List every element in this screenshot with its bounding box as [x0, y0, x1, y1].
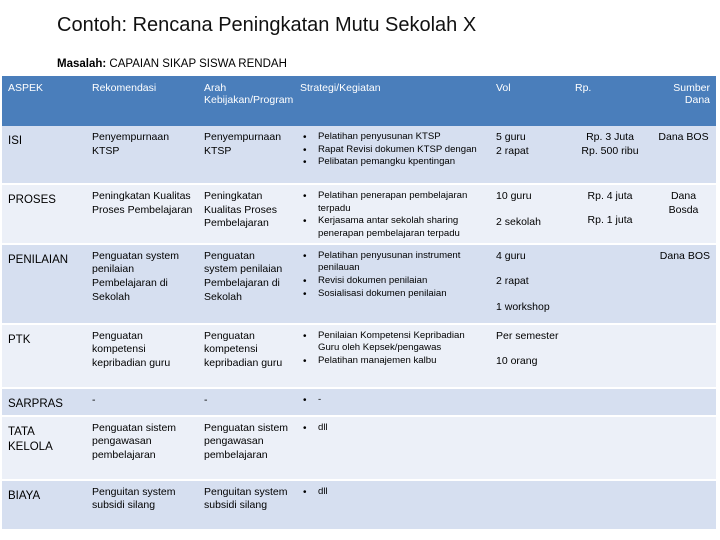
cell-vol [490, 244, 569, 324]
cell-rekomendasi [86, 244, 198, 324]
cell-strategi [294, 416, 490, 480]
strategy-list [302, 131, 486, 169]
table-row [2, 324, 716, 388]
cell-aspek [2, 416, 86, 480]
cell-vol [490, 184, 569, 244]
header-sumber: Sumber Dana [649, 76, 716, 126]
rekomendasi-text: Penguatan kompetensi kepribadian guru [92, 329, 171, 369]
cell-vol [490, 324, 569, 388]
page-title: Contoh: Rencana Peningkatan Mutu Sekolah X [57, 14, 477, 36]
vol-value: 2 rapat [496, 144, 529, 157]
cell-arah [198, 324, 294, 388]
sumber-dana: Dana Bosda [668, 190, 699, 216]
rp-value: Rp. 500 ribu [581, 144, 639, 157]
cell-aspek [2, 184, 86, 244]
table-row [2, 244, 716, 324]
cell-sumber [649, 184, 716, 244]
cell-arah [198, 184, 294, 244]
rekomendasi-text: Penyempurnaan KTSP [92, 131, 170, 157]
vol-value: 2 rapat [496, 275, 529, 288]
cell-rekomendasi [86, 184, 198, 244]
aspek-label: PENILAIAN [8, 253, 69, 266]
cell-rp [569, 480, 649, 530]
strategy-list [302, 190, 486, 241]
cell-rekomendasi [86, 480, 198, 530]
header-aspek: ASPEK [2, 76, 86, 126]
vol-value: 5 guru [496, 131, 526, 143]
header-strategi: Strategi/Kegiatan [294, 76, 490, 126]
problem-statement [57, 58, 287, 70]
strategy-list [302, 422, 486, 435]
cell-strategi [294, 244, 490, 324]
vol-value: 2 sekolah [496, 215, 541, 228]
table-row [2, 126, 716, 184]
table-header-row [2, 76, 716, 126]
aspek-label: PROSES [8, 194, 56, 206]
cell-rp [569, 324, 649, 388]
aspek-label: PTK [8, 333, 31, 346]
strategy-item: • dll [318, 422, 486, 435]
strategy-list [302, 330, 486, 368]
strategy-item: • Penilaian Kompetensi Kepribadian Guru oleh Kepsek/pengawas [318, 330, 486, 355]
strategy-list [302, 394, 486, 407]
cell-arah [198, 480, 294, 530]
strategy-item: • Sosialisasi dokumen penilaian [318, 288, 486, 301]
cell-rekomendasi [86, 388, 198, 416]
cell-rp [569, 244, 649, 324]
vol-value: 10 guru [496, 190, 532, 202]
cell-rekomendasi [86, 324, 198, 388]
header-arah: Arah Kebijakan/Program [198, 76, 294, 126]
cell-aspek [2, 244, 86, 324]
header-rp: Rp. [569, 76, 649, 126]
cell-rp [569, 126, 649, 184]
cell-sumber [649, 324, 716, 388]
cell-strategi [294, 388, 490, 416]
strategy-item: • dll [318, 486, 486, 499]
strategy-item: • - [318, 394, 486, 407]
cell-sumber [649, 388, 716, 416]
cell-rekomendasi [86, 416, 198, 480]
arah-text: Peningkatan Kualitas Proses Pembelajaran [204, 190, 277, 230]
strategy-item: • Kerjasama antar sekolah sharing penerapan pembelajaran terpadu [318, 215, 486, 240]
cell-aspek [2, 126, 86, 184]
strategy-item: • Pelibatan pemangku kpentingan [318, 156, 486, 169]
aspek-label: ISI [8, 135, 23, 147]
rekomendasi-text: - [92, 393, 96, 406]
strategy-list [302, 250, 486, 301]
rekomendasi-text: Penguatan system penilaian Pembelajaran di Sekolah [92, 249, 179, 303]
vol-value: 1 workshop [496, 300, 550, 313]
aspek-label: SARPRAS [8, 397, 63, 410]
rp-value: Rp. 1 juta [587, 213, 633, 226]
cell-arah [198, 388, 294, 416]
strategy-item: • Pelatihan penyusunan instrument penilauan [318, 250, 486, 275]
strategy-item: • Rapat Revisi dokumen KTSP dengan [318, 144, 486, 157]
cell-rp [569, 388, 649, 416]
aspek-label: TATA KELOLA [8, 425, 53, 453]
table-row [2, 480, 716, 530]
vol-value: 10 orang [496, 355, 538, 368]
cell-arah [198, 416, 294, 480]
plan-table [2, 76, 716, 531]
sumber-dana: Dana BOS [659, 249, 710, 262]
cell-strategi [294, 184, 490, 244]
cell-strategi [294, 126, 490, 184]
sumber-dana: Dana BOS [658, 131, 709, 143]
cell-strategi [294, 480, 490, 530]
cell-vol [490, 416, 569, 480]
rp-value: Rp. 3 Juta [586, 131, 634, 143]
cell-aspek [2, 480, 86, 530]
cell-arah [198, 244, 294, 324]
strategy-item: • Revisi dokumen penilaian [318, 275, 486, 288]
cell-aspek [2, 388, 86, 416]
strategy-item: • Pelatihan penerapan pembelajaran terpadu [318, 190, 486, 215]
rekomendasi-text: Peningkatan Kualitas Proses Pembelajaran [92, 190, 193, 216]
cell-aspek [2, 324, 86, 388]
cell-sumber [649, 480, 716, 530]
cell-strategi [294, 324, 490, 388]
cell-vol [490, 126, 569, 184]
table-row [2, 184, 716, 244]
strategy-list [302, 486, 486, 499]
table-row [2, 388, 716, 416]
arah-text: Penguatan kompetensi kepribadian guru [204, 329, 283, 369]
arah-text: Penguitan system subsidi silang [204, 485, 288, 512]
cell-rekomendasi [86, 126, 198, 184]
cell-arah [198, 126, 294, 184]
cell-sumber [649, 416, 716, 480]
rekomendasi-text: Penguitan system subsidi silang [92, 485, 176, 512]
strategy-item: • Pelatihan manajemen kalbu [318, 355, 486, 368]
cell-sumber [649, 244, 716, 324]
cell-vol [490, 388, 569, 416]
cell-rp [569, 416, 649, 480]
aspek-label: BIAYA [8, 489, 41, 502]
cell-sumber [649, 126, 716, 184]
header-rekomendasi: Rekomendasi [86, 76, 198, 126]
arah-text: Penyempurnaan KTSP [204, 131, 282, 157]
table-row [2, 416, 716, 480]
problem-label: Masalah: [57, 58, 107, 70]
vol-value: 4 guru [496, 249, 526, 262]
cell-vol [490, 480, 569, 530]
strategy-item: • Pelatihan penyusunan KTSP [318, 131, 486, 144]
arah-text: Penguatan sistem pengawasan pembelajaran [204, 421, 289, 461]
problem-text: CAPAIAN SIKAP SISWA RENDAH [109, 58, 287, 70]
vol-value: Per semester [496, 329, 559, 342]
arah-text: Penguatan system penilaian Pembelajaran di Sekolah [204, 249, 283, 303]
rp-value: Rp. 4 juta [587, 190, 633, 202]
header-vol: Vol [490, 76, 569, 126]
rekomendasi-text: Penguatan sistem pengawasan pembelajaran [92, 421, 177, 461]
arah-text: - [204, 393, 208, 406]
cell-rp [569, 184, 649, 244]
